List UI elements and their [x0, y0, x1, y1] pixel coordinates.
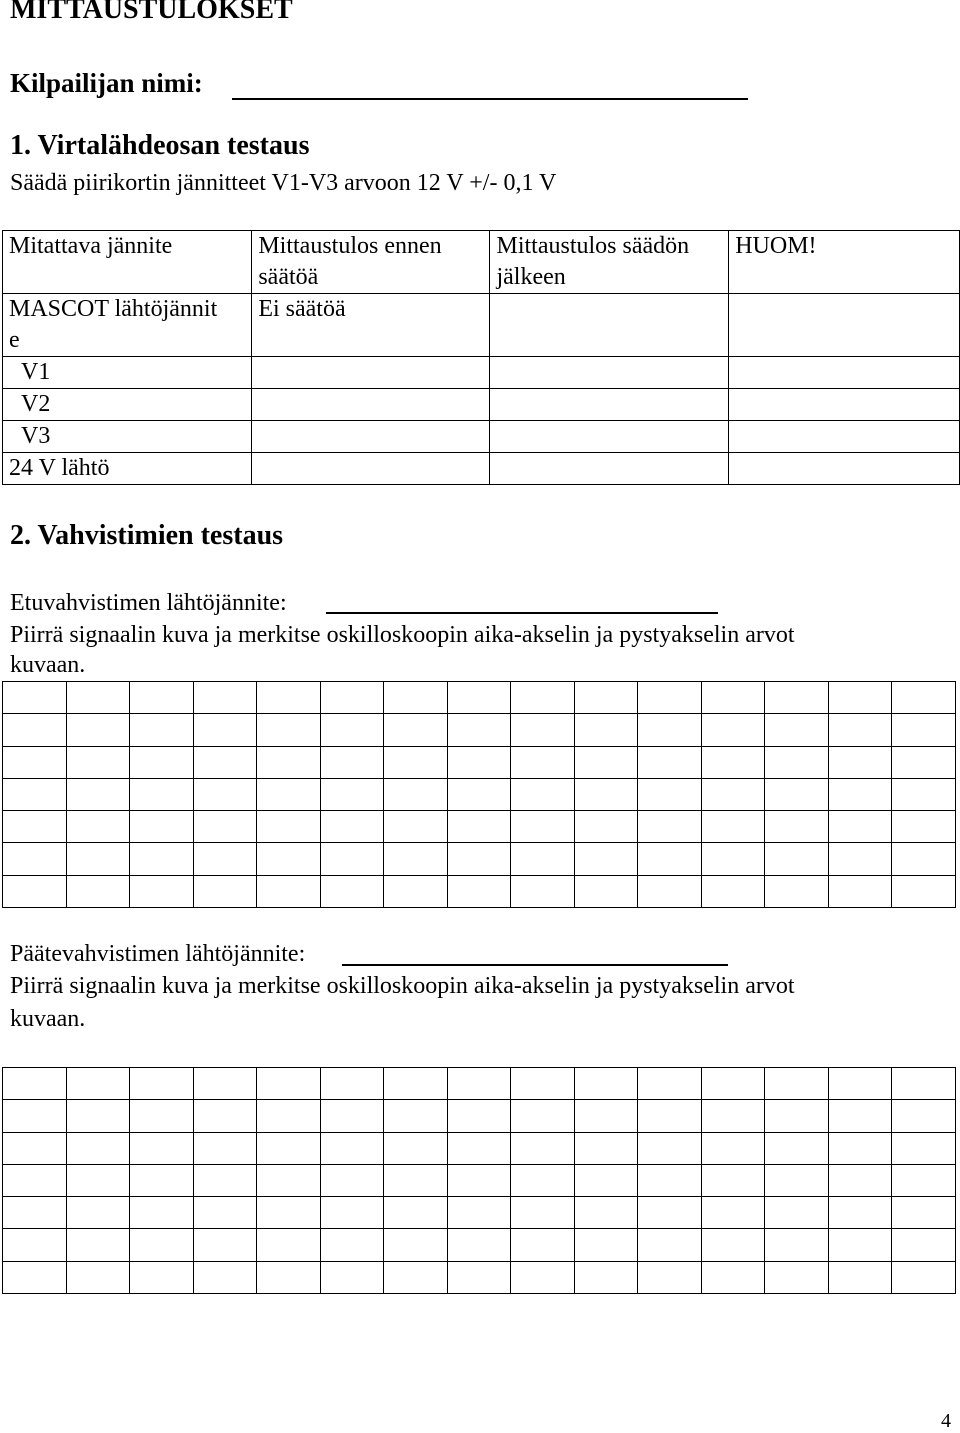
- header-after-adjustment: Mittaustulos säädön jälkeen: [490, 231, 729, 294]
- table-row: [3, 389, 960, 421]
- pre-amp-output-label: Etuvahvistimen lähtöjännite:: [10, 590, 287, 616]
- grid-cell: [638, 1165, 702, 1197]
- grid-cell: [829, 1262, 893, 1294]
- grid-cell: [67, 747, 131, 779]
- grid-cell: [511, 1068, 575, 1100]
- grid-cell: [384, 1197, 448, 1229]
- grid-cell: [448, 1197, 512, 1229]
- grid-cell: [194, 1229, 258, 1261]
- grid-cell: [194, 1197, 258, 1229]
- grid-cell: [892, 876, 956, 908]
- grid-cell: [638, 1100, 702, 1132]
- grid-cell: [384, 1100, 448, 1132]
- grid-cell: [257, 714, 321, 746]
- power-amp-output-label: Päätevahvistimen lähtöjännite:: [10, 941, 306, 967]
- competitor-name-label: Kilpailijan nimi:: [10, 68, 203, 98]
- grid-cell: [575, 1197, 639, 1229]
- grid-cell: [67, 1100, 131, 1132]
- section1-heading: 1. Virtalähdeosan testaus: [10, 130, 310, 161]
- grid-cell: [3, 1133, 67, 1165]
- grid-cell: [511, 682, 575, 714]
- grid-cell: [765, 682, 829, 714]
- grid-cell: [702, 1229, 766, 1261]
- grid-cell: [130, 1197, 194, 1229]
- grid-cell: [130, 1100, 194, 1132]
- grid-cell: [67, 1068, 131, 1100]
- grid-cell: [130, 1262, 194, 1294]
- grid-cell: [448, 1100, 512, 1132]
- grid-cell: [575, 1262, 639, 1294]
- grid-cell: [3, 1262, 67, 1294]
- grid-cell: [3, 1068, 67, 1100]
- grid-cell: [194, 843, 258, 875]
- grid-cell: [765, 1100, 829, 1132]
- grid-cell: [3, 779, 67, 811]
- grid-cell: [765, 1197, 829, 1229]
- grid-cell: [384, 779, 448, 811]
- cell-before[interactable]: Ei säätöä: [252, 294, 490, 357]
- grid-cell: [892, 811, 956, 843]
- grid-cell: [702, 747, 766, 779]
- grid-cell: [448, 714, 512, 746]
- draw-instruction-line1: Piirrä signaalin kuva ja merkitse oskilloskoopin aika-akselin ja pystyakselin arvot: [10, 622, 795, 648]
- cell-after[interactable]: [490, 389, 729, 421]
- grid-cell: [194, 876, 258, 908]
- grid-cell: [257, 747, 321, 779]
- grid-cell: [511, 1100, 575, 1132]
- row-label-v2: V2: [3, 389, 252, 421]
- grid-cell: [702, 811, 766, 843]
- grid-cell: [829, 1197, 893, 1229]
- table-row: [3, 294, 960, 357]
- grid-cell: [257, 1165, 321, 1197]
- grid-cell: [321, 779, 385, 811]
- grid-cell: [638, 779, 702, 811]
- grid-cell: [384, 876, 448, 908]
- row-label-v3: V3: [3, 421, 252, 453]
- table-row: [3, 357, 960, 389]
- grid-cell: [321, 1133, 385, 1165]
- grid-cell: [257, 779, 321, 811]
- grid-cell: [257, 1133, 321, 1165]
- grid-cell: [3, 843, 67, 875]
- grid-cell: [3, 747, 67, 779]
- grid-cell: [3, 682, 67, 714]
- grid-cell: [448, 1262, 512, 1294]
- grid-cell: [67, 1197, 131, 1229]
- grid-cell: [448, 876, 512, 908]
- grid-cell: [892, 747, 956, 779]
- measurement-table: [2, 230, 960, 485]
- grid-cell: [511, 1197, 575, 1229]
- grid-cell: [130, 876, 194, 908]
- grid-cell: [702, 682, 766, 714]
- draw-instruction-line1-b: Piirrä signaalin kuva ja merkitse oskilloskoopin aika-akselin ja pystyakselin arvot: [10, 973, 795, 999]
- grid-cell: [638, 843, 702, 875]
- grid-cell: [575, 811, 639, 843]
- grid-cell: [829, 1133, 893, 1165]
- grid-cell: [321, 811, 385, 843]
- grid-cell: [3, 876, 67, 908]
- pre-amp-output-field[interactable]: [326, 612, 718, 614]
- grid-cell: [130, 714, 194, 746]
- grid-cell: [765, 747, 829, 779]
- grid-cell: [765, 1262, 829, 1294]
- grid-cell: [829, 843, 893, 875]
- grid-cell: [321, 1100, 385, 1132]
- grid-cell: [257, 1229, 321, 1261]
- grid-cell: [765, 1068, 829, 1100]
- grid-cell: [575, 682, 639, 714]
- grid-cell: [384, 682, 448, 714]
- grid-cell: [575, 1229, 639, 1261]
- grid-cell: [575, 1100, 639, 1132]
- page-number: 4: [941, 1410, 951, 1432]
- grid-cell: [829, 682, 893, 714]
- grid-cell: [829, 1068, 893, 1100]
- grid-cell: [194, 1068, 258, 1100]
- grid-cell: [67, 1262, 131, 1294]
- grid-cell: [448, 1229, 512, 1261]
- power-amp-output-field[interactable]: [342, 964, 728, 966]
- cell-note[interactable]: [729, 357, 960, 389]
- cell-before[interactable]: [252, 357, 490, 389]
- grid-cell: [194, 714, 258, 746]
- cell-after[interactable]: [490, 453, 729, 485]
- grid-cell: [321, 682, 385, 714]
- grid-cell: [194, 1262, 258, 1294]
- grid-cell: [765, 811, 829, 843]
- section1-instruction: Säädä piirikortin jännitteet V1-V3 arvoon 12 V +/- 0,1 V: [10, 170, 557, 196]
- row-label-24v: 24 V lähtö: [3, 453, 252, 485]
- grid-cell: [130, 843, 194, 875]
- grid-cell: [257, 843, 321, 875]
- table-row: [3, 421, 960, 453]
- grid-cell: [321, 714, 385, 746]
- grid-cell: [892, 682, 956, 714]
- grid-cell: [638, 1068, 702, 1100]
- grid-cell: [829, 1229, 893, 1261]
- grid-cell: [257, 1262, 321, 1294]
- grid-cell: [765, 779, 829, 811]
- cell-note[interactable]: [729, 421, 960, 453]
- grid-cell: [892, 1165, 956, 1197]
- grid-cell: [130, 779, 194, 811]
- grid-cell: [321, 1229, 385, 1261]
- grid-cell: [575, 1068, 639, 1100]
- grid-cell: [765, 1229, 829, 1261]
- grid-cell: [892, 1197, 956, 1229]
- cell-after[interactable]: [490, 357, 729, 389]
- grid-cell: [638, 682, 702, 714]
- grid-cell: [511, 1262, 575, 1294]
- grid-cell: [448, 1165, 512, 1197]
- grid-cell: [257, 682, 321, 714]
- grid-cell: [829, 747, 893, 779]
- grid-cell: [321, 1197, 385, 1229]
- grid-cell: [511, 1229, 575, 1261]
- grid-cell: [575, 843, 639, 875]
- cell-note[interactable]: [729, 389, 960, 421]
- grid-cell: [702, 779, 766, 811]
- grid-cell: [67, 682, 131, 714]
- grid-cell: [892, 1100, 956, 1132]
- grid-cell: [257, 876, 321, 908]
- grid-cell: [829, 876, 893, 908]
- page-title: MITTAUSTULOKSET: [10, 0, 293, 25]
- grid-cell: [702, 1262, 766, 1294]
- grid-cell: [384, 843, 448, 875]
- grid-cell: [384, 1262, 448, 1294]
- grid-cell: [384, 1133, 448, 1165]
- grid-cell: [67, 1165, 131, 1197]
- grid-cell: [321, 1165, 385, 1197]
- grid-cell: [638, 876, 702, 908]
- grid-cell: [321, 1068, 385, 1100]
- cell-note[interactable]: [729, 294, 960, 357]
- cell-after[interactable]: [490, 294, 729, 357]
- grid-cell: [892, 843, 956, 875]
- grid-cell: [3, 1100, 67, 1132]
- grid-cell: [3, 1165, 67, 1197]
- grid-cell: [448, 682, 512, 714]
- grid-cell: [511, 876, 575, 908]
- row-label-v1: V1: [3, 357, 252, 389]
- grid-cell: [511, 1165, 575, 1197]
- grid-cell: [130, 1165, 194, 1197]
- grid-cell: [511, 714, 575, 746]
- grid-cell: [384, 1165, 448, 1197]
- grid-cell: [448, 747, 512, 779]
- grid-cell: [511, 843, 575, 875]
- header-before-adjustment: Mittaustulos ennen säätöä: [252, 231, 490, 294]
- grid-cell: [892, 779, 956, 811]
- grid-cell: [67, 1229, 131, 1261]
- grid-cell: [892, 714, 956, 746]
- grid-cell: [384, 747, 448, 779]
- grid-cell: [765, 876, 829, 908]
- grid-cell: [575, 876, 639, 908]
- grid-cell: [194, 779, 258, 811]
- grid-cell: [575, 714, 639, 746]
- grid-cell: [3, 811, 67, 843]
- grid-cell: [575, 1165, 639, 1197]
- grid-cell: [892, 1229, 956, 1261]
- grid-cell: [194, 682, 258, 714]
- grid-cell: [3, 1197, 67, 1229]
- grid-cell: [194, 1165, 258, 1197]
- grid-cell: [321, 1262, 385, 1294]
- grid-cell: [130, 682, 194, 714]
- grid-cell: [130, 747, 194, 779]
- grid-cell: [829, 811, 893, 843]
- row-label-mascot: MASCOT lähtöjännite: [3, 294, 252, 357]
- grid-cell: [511, 747, 575, 779]
- grid-cell: [638, 811, 702, 843]
- header-measured-voltage: Mitattava jännite: [3, 231, 252, 294]
- power-amp-scope-grid[interactable]: [2, 1067, 956, 1294]
- grid-cell: [829, 779, 893, 811]
- grid-cell: [575, 1133, 639, 1165]
- grid-cell: [67, 811, 131, 843]
- grid-cell: [765, 714, 829, 746]
- cell-after[interactable]: [490, 421, 729, 453]
- grid-cell: [448, 1133, 512, 1165]
- grid-cell: [765, 1165, 829, 1197]
- grid-cell: [321, 747, 385, 779]
- grid-cell: [257, 1197, 321, 1229]
- grid-cell: [384, 714, 448, 746]
- cell-note[interactable]: [729, 453, 960, 485]
- grid-cell: [3, 714, 67, 746]
- grid-cell: [3, 1229, 67, 1261]
- grid-cell: [194, 811, 258, 843]
- grid-cell: [67, 876, 131, 908]
- grid-cell: [194, 747, 258, 779]
- grid-cell: [321, 843, 385, 875]
- grid-cell: [448, 811, 512, 843]
- grid-cell: [575, 747, 639, 779]
- grid-cell: [829, 714, 893, 746]
- grid-cell: [130, 1068, 194, 1100]
- grid-cell: [638, 1197, 702, 1229]
- grid-cell: [448, 779, 512, 811]
- grid-cell: [765, 843, 829, 875]
- grid-cell: [67, 843, 131, 875]
- draw-instruction-line2-b: kuvaan.: [10, 1006, 86, 1032]
- cell-before[interactable]: [252, 453, 490, 485]
- grid-cell: [829, 1100, 893, 1132]
- grid-cell: [765, 1133, 829, 1165]
- grid-cell: [130, 1229, 194, 1261]
- grid-cell: [448, 843, 512, 875]
- grid-cell: [384, 811, 448, 843]
- grid-cell: [638, 714, 702, 746]
- grid-cell: [67, 1133, 131, 1165]
- grid-cell: [130, 1133, 194, 1165]
- grid-cell: [384, 1229, 448, 1261]
- grid-cell: [511, 1133, 575, 1165]
- grid-cell: [829, 1165, 893, 1197]
- grid-cell: [67, 779, 131, 811]
- grid-cell: [384, 1068, 448, 1100]
- grid-cell: [321, 876, 385, 908]
- grid-cell: [702, 1197, 766, 1229]
- section2-heading: 2. Vahvistimien testaus: [10, 520, 284, 551]
- pre-amp-scope-grid[interactable]: [2, 681, 956, 908]
- grid-cell: [638, 1262, 702, 1294]
- grid-cell: [448, 1068, 512, 1100]
- grid-cell: [511, 779, 575, 811]
- grid-cell: [67, 714, 131, 746]
- grid-cell: [702, 1068, 766, 1100]
- grid-cell: [892, 1068, 956, 1100]
- grid-cell: [511, 811, 575, 843]
- grid-cell: [257, 811, 321, 843]
- grid-cell: [638, 1229, 702, 1261]
- cell-before[interactable]: [252, 421, 490, 453]
- draw-instruction-line2: kuvaan.: [10, 652, 86, 678]
- grid-cell: [194, 1100, 258, 1132]
- grid-cell: [638, 1133, 702, 1165]
- grid-cell: [892, 1133, 956, 1165]
- grid-cell: [702, 876, 766, 908]
- grid-cell: [257, 1068, 321, 1100]
- grid-cell: [892, 1262, 956, 1294]
- grid-cell: [702, 843, 766, 875]
- table-row: [3, 453, 960, 485]
- grid-cell: [194, 1133, 258, 1165]
- grid-cell: [638, 747, 702, 779]
- grid-cell: [575, 779, 639, 811]
- grid-cell: [702, 1133, 766, 1165]
- competitor-name-field[interactable]: [232, 98, 748, 100]
- grid-cell: [702, 1100, 766, 1132]
- grid-cell: [702, 714, 766, 746]
- grid-cell: [130, 811, 194, 843]
- cell-before[interactable]: [252, 389, 490, 421]
- grid-cell: [702, 1165, 766, 1197]
- table-header-row: [3, 231, 960, 294]
- grid-cell: [257, 1100, 321, 1132]
- header-note: HUOM!: [729, 231, 960, 294]
